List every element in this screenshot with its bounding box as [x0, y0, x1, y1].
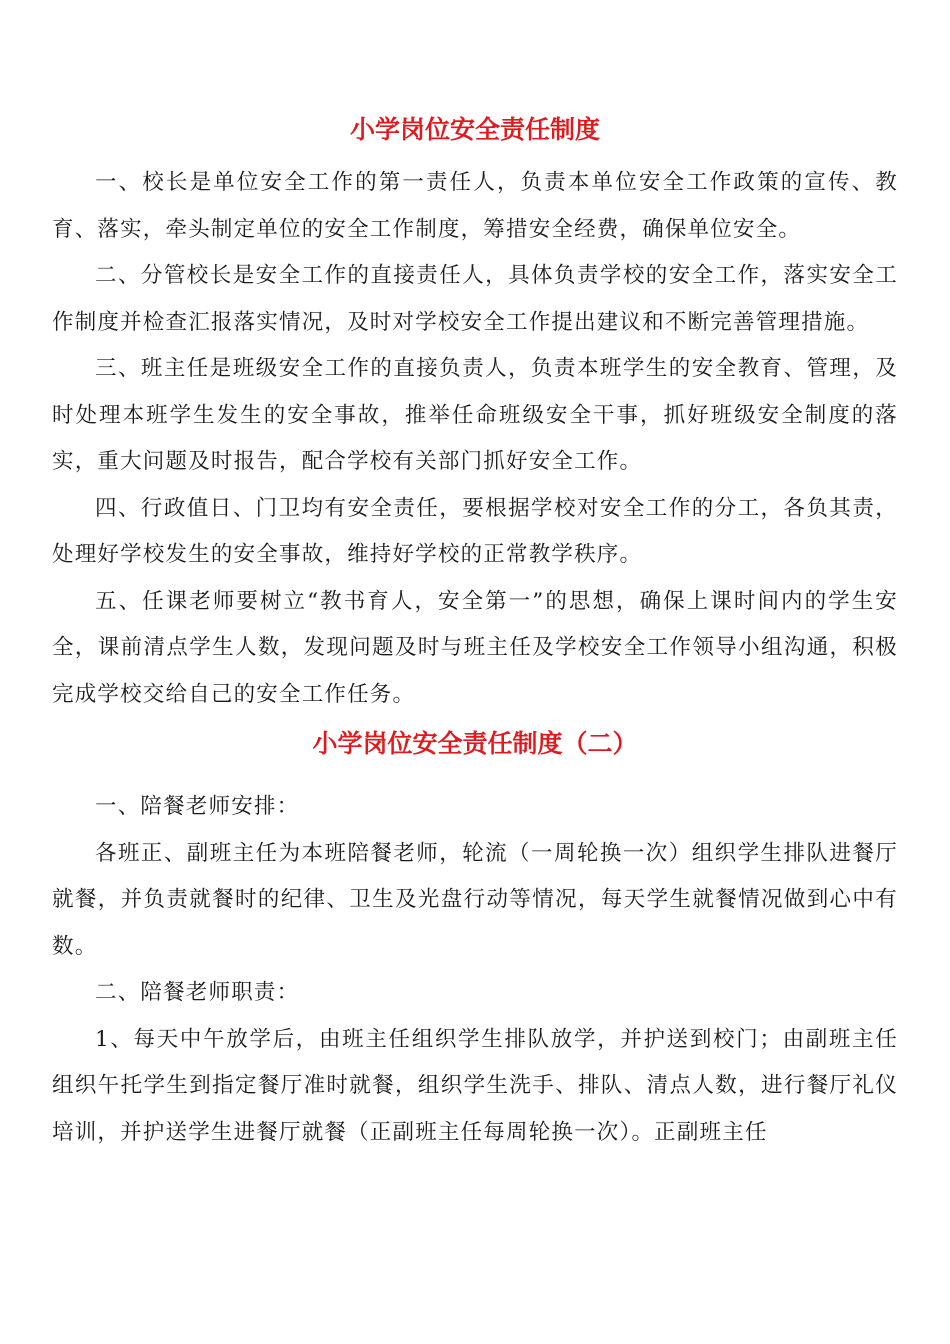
- document-title: 小学岗位安全责任制度: [349, 115, 600, 144]
- paragraph-meal-duty-1: 1、每天中午放学后，由班主任组织学生排队放学，并护送到校门；由副班主任组织午托学生到指定餐厅准时就餐，组织学生洗手、排队、清点人数，进行餐厅礼仪培训，并护送学生进餐厅就餐（正副班主任每周轮换一次）。正副班主任: [52, 1026, 898, 1145]
- section-title-2: 小学岗位安全责任制度（二）: [312, 729, 638, 758]
- heading-meal-duties: 二、陪餐老师职责：: [95, 980, 300, 1005]
- paragraph-subject-teacher: 五、任课老师要树立“教书育人，安全第一”的思想，确保上课时间内的学生安全，课前清点学生人数，发现问题及时与班主任及学校安全工作领导小组沟通，积极完成学校交给自己的安全工作任务。: [52, 588, 898, 707]
- paragraph-principal: 一、校长是单位安全工作的第一责任人，负责本单位安全工作政策的宣传、教育、落实，牵头制定单位的安全工作制度，筹措安全经费，确保单位安全。: [52, 170, 898, 242]
- paragraph-meal-arrangement: 各班正、副班主任为本班陪餐老师，轮流（一周轮换一次）组织学生排队进餐厅就餐，并负责就餐时的纪律、卫生及光盘行动等情况，每天学生就餐情况做到心中有数。: [52, 840, 898, 959]
- paragraph-vice-principal: 二、分管校长是安全工作的直接责任人，具体负责学校的安全工作，落实安全工作制度并检查汇报落实情况，及时对学校安全工作提出建议和不断完善管理措施。: [52, 263, 898, 335]
- heading-meal-arrangement: 一、陪餐老师安排：: [95, 794, 300, 819]
- paragraph-class-teacher: 三、班主任是班级安全工作的直接负责人，负责本班学生的安全教育、管理，及时处理本班学生发生的安全事故，推举任命班级安全干事，抓好班级安全制度的落实，重大问题及时报告，配合学校有关部门抓好安全工作。: [52, 356, 898, 474]
- paragraph-duty-guard: 四、行政值日、门卫均有安全责任，要根据学校对安全工作的分工，各负其责，处理好学校发生的安全事故，维持好学校的正常教学秩序。: [52, 495, 898, 567]
